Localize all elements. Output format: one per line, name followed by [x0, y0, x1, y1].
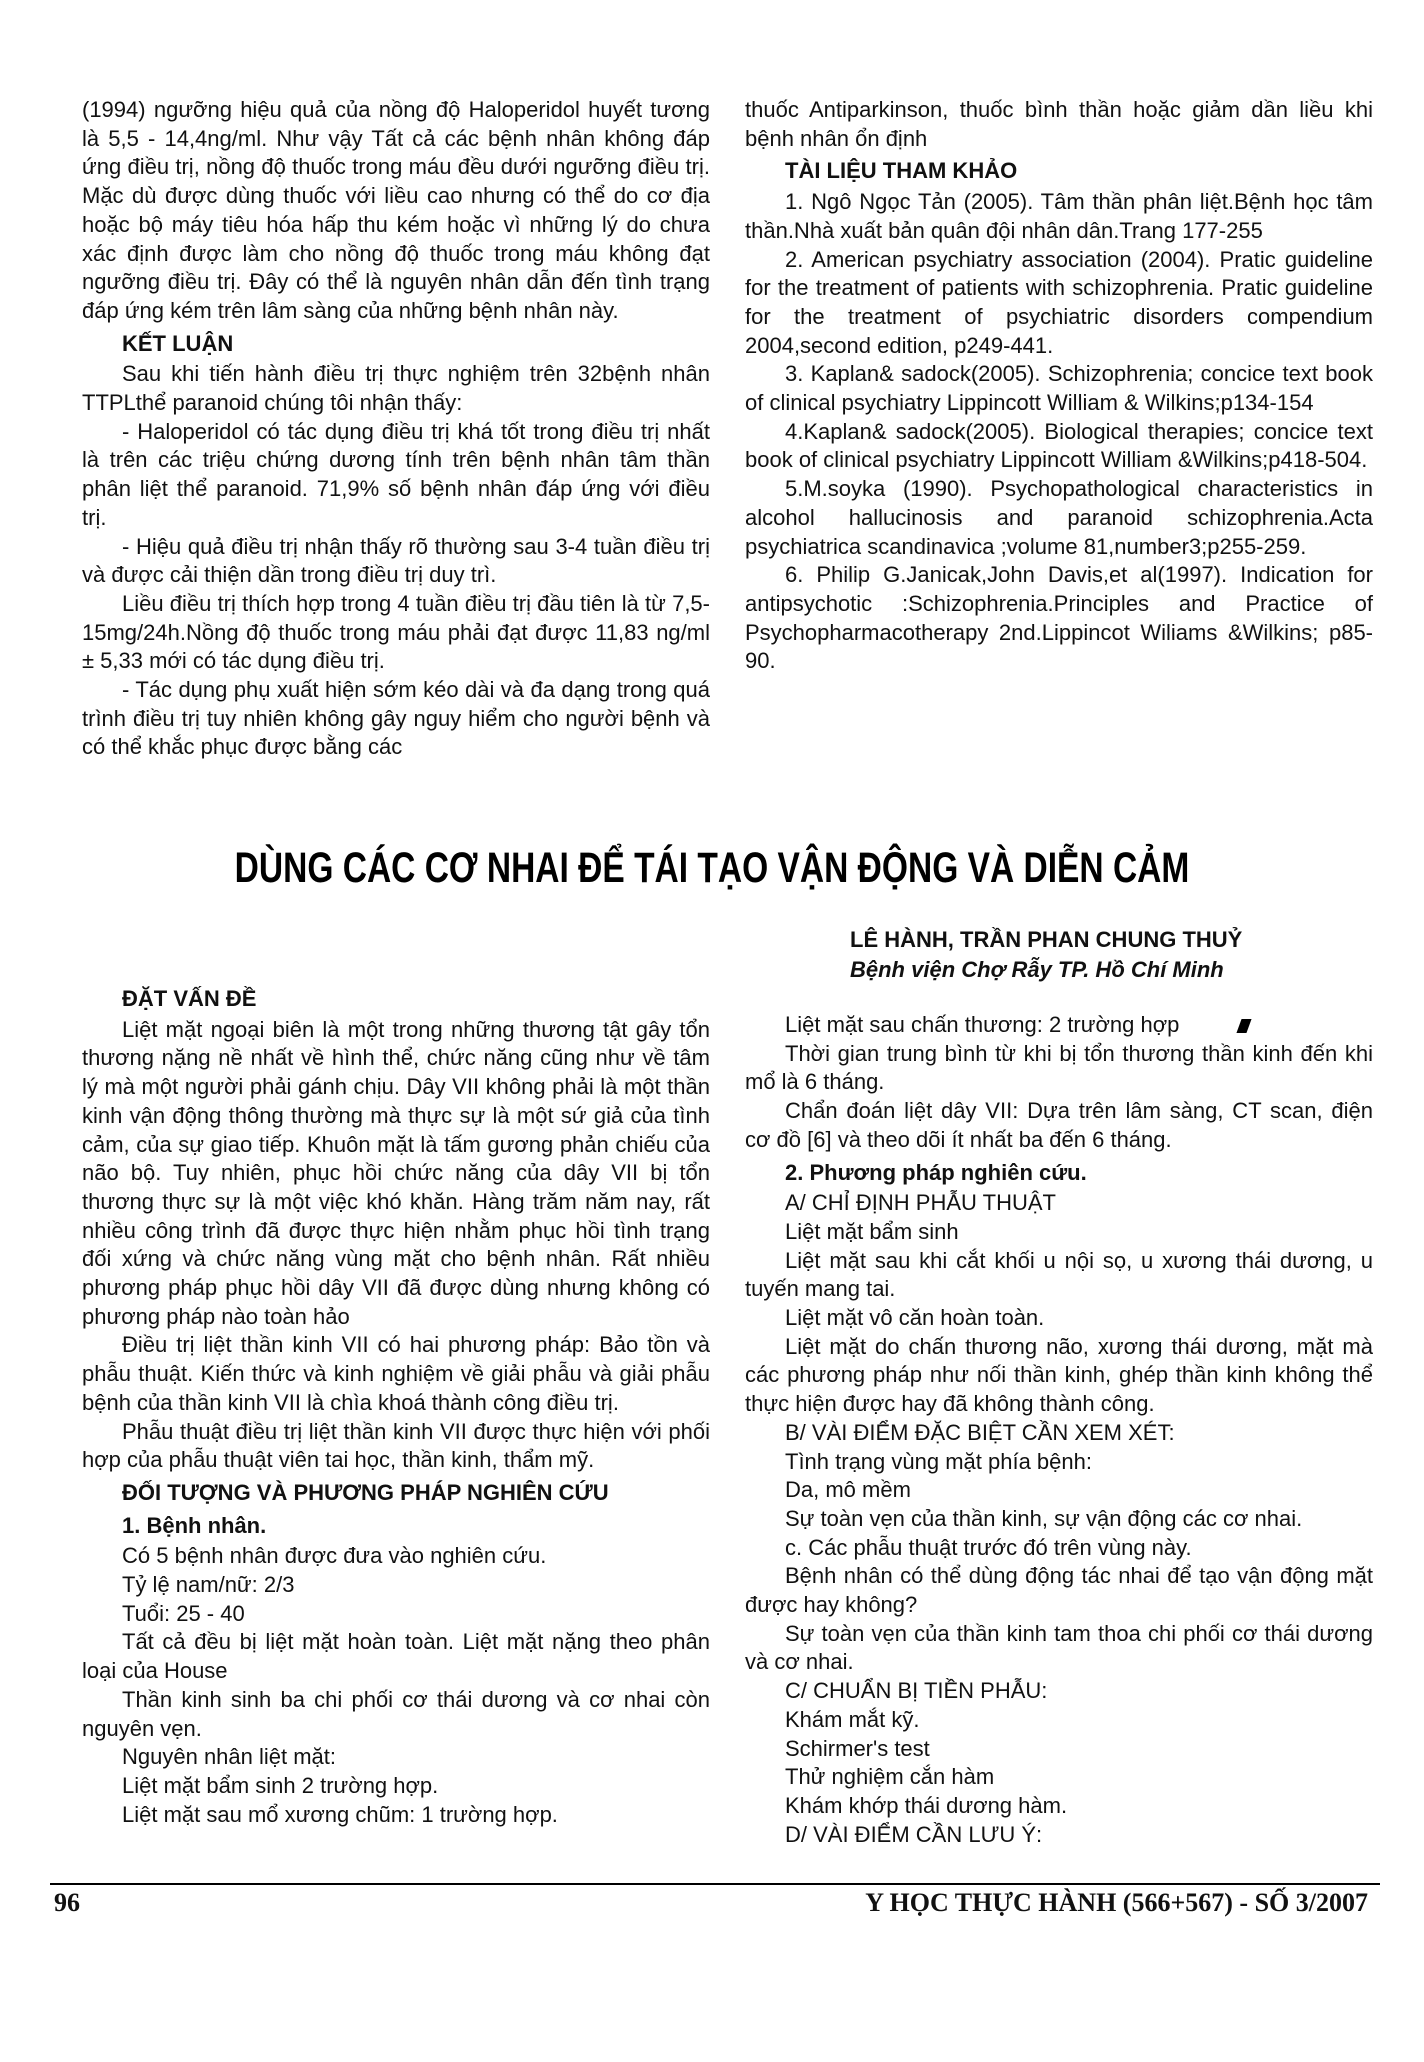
- methods-heading: ĐỐI TƯỢNG VÀ PHƯƠNG PHÁP NGHIÊN CỨU: [122, 1479, 609, 1505]
- intro-paragraph: Điều trị liệt thần kinh VII có hai phương pháp: Bảo tồn và phẫu thuật. Kiến thức và kinh nghiệm về giải phẫu và giải phẫu bệnh của thần kinh VII là chìa khoá thành công điều trị.: [82, 1332, 710, 1415]
- section-a-line: Liệt mặt sau khi cắt khối u nội sọ, u xương thái dương, u tuyến mang tai.: [745, 1247, 1373, 1302]
- reference-item: 1. Ngô Ngọc Tản (2005). Tâm thần phân liệt.Bệnh học tâm thần.Nhà xuất bản quân đội nhân dân.Trang 177-255: [745, 189, 1373, 243]
- intro-paragraph: Phẫu thuật điều trị liệt thần kinh VII được thực hiện với phối hợp của phẫu thuật viên tai học, thần kinh, thẩm mỹ.: [82, 1418, 710, 1473]
- section-b-line: Sự toàn vẹn của thần kinh tam thoa chi phối cơ thái dương và cơ nhai.: [745, 1620, 1373, 1675]
- section-b-line: Da, mô mềm: [785, 1477, 911, 1503]
- patients-line: Tỷ lệ nam/nữ: 2/3: [122, 1572, 295, 1598]
- section-a-line: Liệt mặt vô căn hoàn toàn.: [785, 1305, 1045, 1331]
- conclusion-heading: KẾT LUẬN: [122, 330, 234, 356]
- cause-line: [745, 1011, 1373, 1040]
- section-b-line: c. Các phẫu thuật trước đó trên vùng này.: [785, 1534, 1192, 1560]
- footer-rule: [50, 1883, 1380, 1885]
- author-block: [850, 925, 1370, 985]
- reference-item: 2. American psychiatry association (2004). Pratic guideline for the treatment of patients with schizophrenia. Pratic guideline for the treatment of psychiatric disorders compendium 2004,second edition, p249-441.: [745, 246, 1373, 358]
- section-c-line: Khám khớp thái dương hàm.: [785, 1792, 1068, 1818]
- section-c-line: Khám mắt kỹ.: [785, 1706, 920, 1732]
- section-a-heading: A/ CHỈ ĐỊNH PHẪU THUẬT: [785, 1190, 1056, 1216]
- bullet-mark-icon: [1237, 1019, 1252, 1033]
- conclusion-paragraph: Liều điều trị thích hợp trong 4 tuần điều trị đầu tiên là từ 7,5-15mg/24h.Nồng độ thuốc trong máu phải đạt được 11,83 ng/ml ± 5,33 mới có tác dụng điều trị.: [82, 590, 710, 674]
- patients-line: Liệt mặt bẩm sinh 2 trường hợp.: [122, 1772, 439, 1798]
- timing-line: Thời gian trung bình từ khi bị tổn thương thần kinh đến khi mổ là 6 tháng.: [745, 1040, 1373, 1095]
- section-b-line: Sự toàn vẹn của thần kinh, sự vận động các cơ nhai.: [785, 1505, 1303, 1531]
- section-c-heading: C/ CHUẨN BỊ TIỀN PHẪU:: [785, 1678, 1048, 1704]
- section-c-line: Schirmer's test: [785, 1735, 930, 1761]
- method-heading: 2. Phương pháp nghiên cứu.: [785, 1159, 1087, 1185]
- patients-line: Liệt mặt sau mổ xương chũm: 1 trường hợp.: [122, 1801, 558, 1827]
- cause-line-text: Liệt mặt sau chấn thương: 2 trường hợp: [785, 1012, 1180, 1037]
- section-c-line: Thử nghiệm cắn hàm: [785, 1764, 995, 1790]
- section-a-line: Liệt mặt do chấn thương não, xương thái dương, mặt mà các phương pháp như nối thần kinh, ghép thần kinh không thể thực hiện được hay đã không thành công.: [745, 1333, 1373, 1417]
- section-b-line: Tình trạng vùng mặt phía bệnh:: [785, 1448, 1092, 1474]
- section-b-line: Bệnh nhân có thể dùng động tác nhai để tạo vận động mặt được hay không?: [745, 1563, 1373, 1618]
- references-heading: TÀI LIỆU THAM KHẢO: [785, 158, 1018, 184]
- patients-line: Có 5 bệnh nhân được đưa vào nghiên cứu.: [122, 1543, 547, 1569]
- intro-heading: ĐẶT VẤN ĐỀ: [122, 986, 257, 1011]
- conclusion-paragraph: Sau khi tiến hành điều trị thực nghiệm trên 32bệnh nhân TTPLthể paranoid chúng tôi nhận thấy:: [82, 361, 710, 416]
- journal-footer: Y HỌC THỰC HÀNH (566+567) - SỐ 3/2007: [865, 1888, 1368, 1917]
- prev-article-left-column: [82, 96, 710, 762]
- section-b-heading: B/ VÀI ĐIỂM ĐẶC BIỆT CẦN XEM XÉT:: [785, 1419, 1175, 1445]
- section-d-heading: D/ VÀI ĐIỂM CẦN LƯU Ý:: [785, 1821, 1043, 1847]
- diagnosis-line: Chẩn đoán liệt dây VII: Dựa trên lâm sàng, CT scan, điện cơ đồ [6] và theo dõi ít nhất ba đến 6 tháng.: [745, 1098, 1373, 1152]
- article-left-column: [82, 981, 710, 1829]
- section-a-line: Liệt mặt bẩm sinh: [785, 1218, 959, 1244]
- conclusion-paragraph: - Tác dụng phụ xuất hiện sớm kéo dài và đa dạng trong quá trình điều trị tuy nhiên không gây nguy hiểm cho người bệnh và có thể khắc phục được bằng các: [82, 677, 710, 760]
- reference-item: 6. Philip G.Janicak,John Davis,et al(1997). Indication for antipsychotic :Schizophrenia.Principles and Practice of Psychopharmacotherapy 2nd.Lippincot Wiliams &Wilkins; p85-90.: [745, 562, 1373, 674]
- reference-item: 5.M.soyka (1990). Psychopathological characteristics in alcohol hallucinosis and paranoid schizophrenia.Acta psychiatrica scandinavica ;volume 81,number3;p255-259.: [745, 476, 1373, 559]
- prev-discussion-paragraph: (1994) ngưỡng hiệu quả của nồng độ Haloperidol huyết tương là 5,5 - 14,4ng/ml. Như vậy Tất cả các bệnh nhân không đáp ứng điều trị, nồng độ thuốc trong máu đều dưới ngưỡng điều trị. Mặc dù được dùng thuốc với liều cao nhưng có thể do cơ địa hoặc bộ máy tiêu hóa hấp thu kém hoặc vì những lý do chưa xác định được làm cho nồng độ thuốc trong máu không đạt ngưỡng điều trị. Đây có thể là nguyên nhân dẫn đến tình trạng đáp ứng kém trên lâm sàng của những bệnh nhân này.: [82, 97, 710, 323]
- article-right-column: [745, 1011, 1373, 1849]
- affiliation: Bệnh viện Chợ Rẫy TP. Hồ Chí Minh: [850, 957, 1224, 982]
- intro-paragraph: Liệt mặt ngoại biên là một trong những thương tật gây tổn thương nặng nề nhất về hình thể, chức năng cũng như về tâm lý mà một người phải gánh chịu. Dây VII không phải là một thần kinh vận động thông thường mà thực sự là một sứ giả của tình cảm, của sự giao tiếp. Khuôn mặt là tấm gương phản chiếu của não bộ. Tuy nhiên, phục hồi chức năng của dây VII bị tổn thương thực sự là một việc khó khăn. Hàng trăm năm nay, rất nhiều công trình đã được thực hiện nhằm phục hồi tình trạng đối xứng và chức năng vùng mặt cho bệnh nhân. Rất nhiều phương pháp phục hồi dây VII đã được dùng nhưng không có phương pháp nào toàn hảo: [82, 1016, 710, 1329]
- patients-heading: 1. Bệnh nhân.: [122, 1512, 267, 1538]
- page-number: 96: [54, 1888, 80, 1917]
- reference-item: 4.Kaplan& sadock(2005). Biological therapies; concice text book of clinical psychiatry Lippincott William &Wilkins;p418-504.: [745, 418, 1373, 473]
- patients-line: Tất cả đều bị liệt mặt hoàn toàn. Liệt mặt nặng theo phân loại của House: [82, 1629, 710, 1684]
- conclusion-paragraph: - Hiệu quả điều trị nhận thấy rõ thường sau 3-4 tuần điều trị và được cải thiện dần trong điều trị duy trì.: [82, 533, 710, 588]
- authors: LÊ HÀNH, TRẦN PHAN CHUNG THUỶ: [850, 927, 1243, 952]
- patients-line: Nguyên nhân liệt mặt:: [122, 1744, 337, 1770]
- patients-line: Thần kinh sinh ba chi phối cơ thái dương và cơ nhai còn nguyên vẹn.: [82, 1686, 710, 1741]
- reference-item: 3. Kaplan& sadock(2005). Schizophrenia; concice text book of clinical psychiatry Lippincott William & Wilkins;p134-154: [745, 361, 1373, 416]
- article-title: DÙNG CÁC CƠ NHAI ĐỂ TÁI TẠO VẬN ĐỘNG VÀ DIỄN CẢM: [234, 844, 1190, 892]
- prev-article-right-column: [745, 96, 1373, 676]
- conclusion-paragraph: - Haloperidol có tác dụng điều trị khá tốt trong điều trị nhất là trên các triệu chứng dương tính trên bệnh nhân tâm thần phân liệt thể paranoid. 71,9% số bệnh nhân đáp ứng với điều trị.: [82, 418, 710, 530]
- conclusion-continuation: thuốc Antiparkinson, thuốc bình thần hoặc giảm dần liều khi bệnh nhân ổn định: [745, 97, 1373, 151]
- patients-line: Tuổi: 25 - 40: [122, 1600, 245, 1626]
